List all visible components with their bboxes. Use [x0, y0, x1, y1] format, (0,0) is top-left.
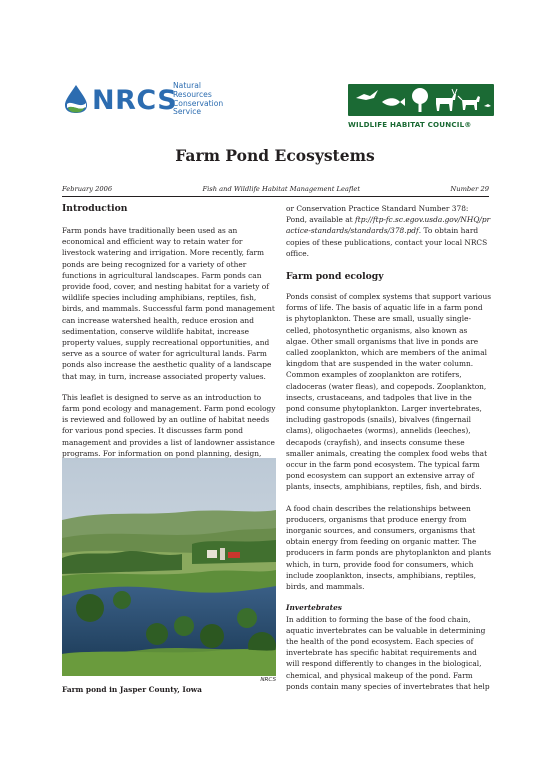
wildlife-silhouettes-icon — [348, 84, 494, 116]
water-drop-icon — [62, 84, 90, 114]
nrcs-logo — [62, 80, 252, 126]
invertebrates-paragraph: In addition to forming the base of the food chain, aquatic invertebrates can be valuable in determining the health of the pond ecosystem. Each species of invertebrate has specific habitat requirements and will respond differently to changes in the biological, chemical, and physical makeup of the pond. Farm ponds contain many species of invertebrates that help — [286, 614, 490, 691]
nrcs-sub-line: Conservation — [173, 98, 224, 108]
whc-emblem — [348, 84, 494, 116]
ecology-paragraph: A food chain describes the relationships between producers, organisms that produce energy from inorganic sources, and consumers, organisms that obtain energy from feeding on organic matter. The producers in farm ponds are phytoplankton and plants which, in turn, provide food for consumers, which include zooplankton, insects, amphibians, reptiles, birds, and mammals. — [286, 503, 491, 592]
pond-standard-link[interactable]: ftp://ftp-fc.sc.egov.usda.gov/NHQ/practice-standards/standards/378.pdf — [286, 215, 491, 236]
photo-caption: Farm pond in Jasper County, Iowa — [62, 685, 202, 694]
header-divider — [62, 196, 489, 197]
intro-heading: Introduction — [62, 203, 128, 214]
whc-logo — [348, 84, 496, 136]
invertebrates-heading: Invertebrates — [286, 603, 342, 613]
whc-name: WILDLIFE HABITAT COUNCIL® — [348, 120, 472, 129]
leaflet-number: Number 29 — [450, 185, 489, 193]
series-name: Fish and Wildlife Habitat Management Leaflet — [202, 185, 361, 193]
intro-text: This leaflet is designed to serve as an introduction to farm pond ecology and management. Farm pond ecology is reviewed and followed by an outline of habitat needs for various pond species. It discusses farm pond management and provides a list of landowner assistance programs. For information on pond planning, design, — [62, 392, 276, 458]
ecology-column — [286, 203, 491, 692]
publication-date: February 2006 — [62, 185, 113, 193]
nrcs-sub-line: Resources — [173, 89, 212, 99]
nrcs-sub-line: Natural — [173, 81, 202, 90]
intro-text-end: . To obtain hard copies of these publications, contact your local NRCS office. — [286, 226, 488, 258]
nrcs-wordmark: NRCS — [92, 85, 178, 116]
ecology-paragraph: Ponds consist of complex systems that support various forms of life. The basis of aquatic life in a farm pond is phytoplankton. These are small, usually single-celled, photosynthetic organisms, also known as algae. Other small organisms that live in ponds are called zooplankton, which are members of the animal kingdom that are suspended in the water column. Common examples of zooplankton are rotifers, cladoceras (water fleas), and copepods. Zooplankton, insects, crustaceans, and tadpoles that live in the pond consume phytoplankton. Larger invertebrates, including gastropods (snails), bivalves (fingernail clams), oligochaetes (worms), annelids (leeches), decapods (crayfish), and insects consume these smaller animals, creating the complex food webs that occur in the farm pond ecosystem. The typical farm pond ecosystem can support an extensive array of plants, insects, amphibians, reptiles, fish, and birds. — [286, 292, 491, 492]
intro-continuation — [286, 203, 491, 259]
farm-pond-photo — [62, 458, 276, 676]
photo-credit: NRCS — [260, 677, 276, 683]
page-title: Farm Pond Ecosystems — [175, 146, 375, 165]
ecology-heading: Farm pond ecology — [286, 271, 384, 283]
intro-paragraph: Farm ponds have traditionally been used as an economical and efficient way to retain water for livestock watering and irrigation. More recently, farm ponds are being recognized for a variety of other functions in agricultural landscapes. Farm ponds can provide food, cover, and nesting habitat for a variety of wildlife species including amphibians, reptiles, fish, birds, and mammals. Successful farm pond management can increase watershed health, reduce erosion and sedimentation, conserve wildlife habitat, increase property values, supply recreational opportunities, and serve as a source of water for agricultural lands. Farm ponds also increase the aesthetic quality of a landscape that may, in turn, increase associated property values. — [62, 226, 275, 381]
nrcs-agency-name — [173, 82, 223, 117]
leaflet-meta — [62, 185, 489, 193]
nrcs-sub-line: Service — [173, 107, 202, 117]
intro-text-continued: or Conservation Practice Standard Number 378: Pond, available at — [286, 204, 469, 225]
